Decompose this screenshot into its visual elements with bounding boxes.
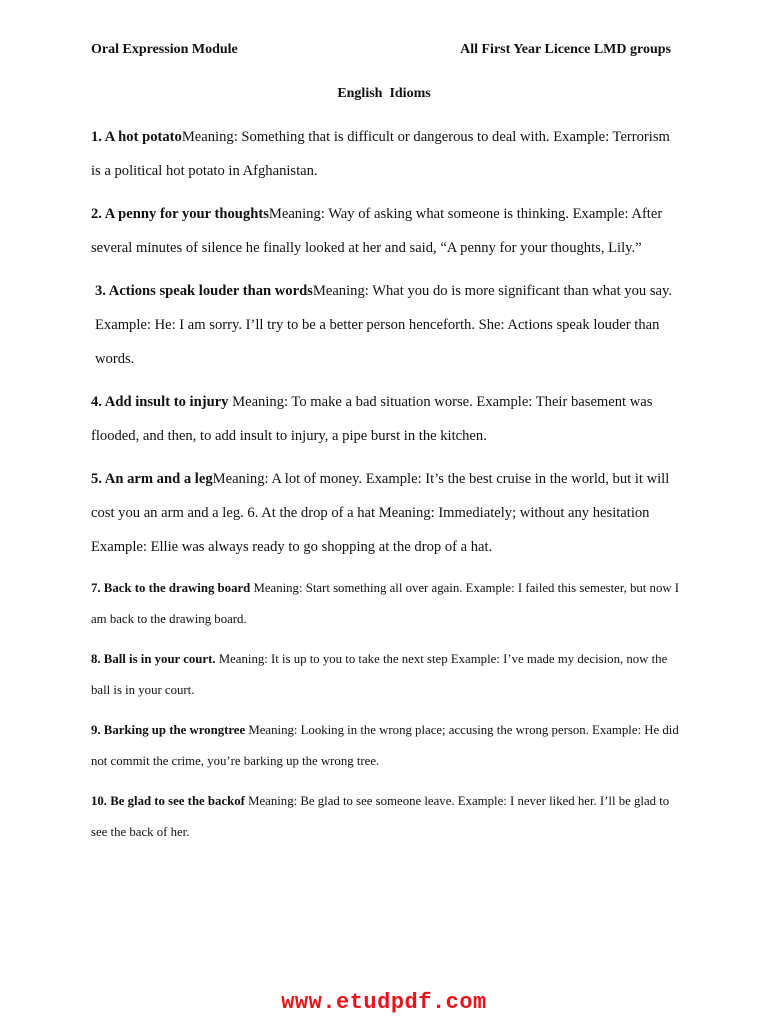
idiom-item-1	[91, 120, 681, 188]
idiom-text: Meaning: It is up to you to take the next step Example: I’ve made my decision, now the ball is in your court.	[91, 652, 668, 697]
idiom-term: 2. A penny for your thoughts	[91, 206, 269, 222]
watermark-text: www.etudpdf.com	[281, 990, 487, 1015]
idiom-term: 1. A hot potato	[91, 129, 182, 145]
header-module-name: Oral Expression Module	[91, 42, 238, 57]
header-audience: All First Year Licence LMD groups	[460, 42, 671, 57]
idiom-text: Meaning: Be glad to see someone leave. Example: I never liked her. I’ll be glad to see the back of her.	[91, 794, 670, 839]
document-title	[0, 86, 768, 102]
idiom-item-2	[91, 197, 681, 265]
idiom-term: 10. Be glad to see the backof	[91, 794, 245, 808]
idiom-item-7	[91, 573, 681, 635]
watermark-url	[0, 990, 768, 1015]
idiom-text: Meaning: Something that is difficult or dangerous to deal with. Example: Terrorism is a political hot potato in Afghanistan.	[91, 129, 670, 179]
idiom-text: Meaning: To make a bad situation worse. Example: Their basement was flooded, and then, to add insult to injury, a pipe burst in the kitchen.	[91, 394, 653, 444]
document-title-text: English Idioms	[337, 86, 431, 101]
idiom-item-10	[91, 786, 681, 848]
idiom-item-5	[91, 462, 681, 564]
idiom-text: Meaning: Way of asking what someone is thinking. Example: After several minutes of silence he finally looked at her and said, “A penny for your thoughts, Lily.”	[91, 206, 663, 256]
idiom-term: 9. Barking up the wrongtree	[91, 723, 246, 737]
idiom-term: 8. Ball is in your court.	[91, 652, 216, 666]
idiom-text: Meaning: Start something all over again. Example: I failed this semester, but now I am back to the drawing board.	[91, 581, 680, 626]
idiom-item-4	[91, 385, 681, 453]
idiom-item-9	[91, 715, 681, 777]
idiom-list	[91, 120, 681, 857]
idiom-term: 5. An arm and a leg	[91, 471, 213, 487]
idiom-text: Meaning: What you do is more significant than what you say. Example: He: I am sorry. I’ll try to be a better person henceforth. She: Actions speak louder than words.	[95, 283, 672, 367]
idiom-text: Meaning: Looking in the wrong place; accusing the wrong person. Example: He did not commit the crime, you’re barking up the wrong tree.	[91, 723, 679, 768]
idiom-term: 3. Actions speak louder than words	[95, 283, 313, 299]
idiom-item-3	[91, 274, 681, 376]
idiom-item-8	[91, 644, 681, 706]
page-header	[91, 42, 671, 58]
idiom-text: Meaning: A lot of money. Example: It’s the best cruise in the world, but it will cost you an arm and a leg. 6. At the drop of a hat Meaning: Immediately; without any hesitation Example: Ellie was always ready to go shopping at the drop of a hat.	[91, 471, 670, 555]
idiom-term: 7. Back to the drawing board	[91, 581, 251, 595]
idiom-term: 4. Add insult to injury	[91, 394, 229, 410]
